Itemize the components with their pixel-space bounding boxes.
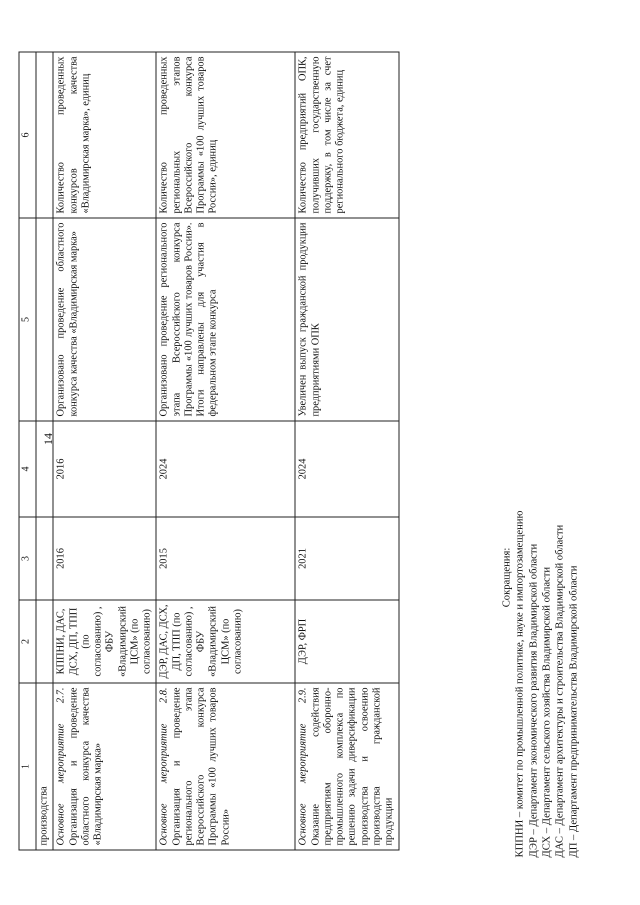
measure-name-cell — [156, 683, 295, 850]
measures-table — [18, 51, 399, 850]
abbreviation-item: ДАС – Департамент архитектуры и строительства Владимирской области — [554, 524, 566, 857]
measure-number: Основное мероприятие 2.7. — [55, 687, 67, 845]
indicator-cell: Количество проведенных региональных этапов Всероссийского конкурса Программы «100 лучших товаров России», единиц — [156, 52, 295, 218]
measure-text: Оказание содействия предприятиям оборонно-промышленного комплекса по решению задачи диверсификации производства и освоению производства гражданской продукции — [309, 687, 395, 845]
start-year-cell: 2021 — [295, 517, 398, 600]
executor-cell: ДЭР, ФРП — [295, 600, 398, 683]
measure-name-cell — [53, 683, 156, 850]
measure-text: Организация и проведение областного конкурса качества «Владимирская марка» — [67, 687, 104, 845]
executor-cell — [36, 600, 53, 683]
page-number: 14 — [41, 433, 55, 445]
column-header: 2 — [19, 600, 36, 683]
abbreviation-item: ДЭР – Департамент экономического развития Владимирской области — [527, 543, 539, 857]
abbreviation-item: ДП – Департамент предпринимательства Владимирской области — [567, 565, 579, 857]
indicator-cell: Количество предприятий ОПК, получивших государственную поддержку, в том числе за счет регионального бюджета, единиц — [295, 52, 398, 218]
table-row — [295, 52, 398, 850]
result-cell: Организовано проведение регионального этапа Всероссийского конкурса Программы «100 лучших товаров России». Итоги направлены для участия в федеральном этапе конкурса — [156, 218, 295, 421]
end-year-cell: 2024 — [295, 421, 398, 517]
indicator-cell — [36, 52, 53, 218]
start-year-cell — [36, 517, 53, 600]
executor-cell: КППНИ, ДАС, ДСХ, ДП, ТПП (по согласованию) , ФБУ «Владимирский ЦСМ» (по согласованию) — [53, 600, 156, 683]
table-row — [36, 52, 53, 850]
executor-cell: ДЭР, ДАС, ДСХ, ДП, ТПП (по согласованию) , ФБУ «Владимирский ЦСМ» (по согласованию) — [156, 600, 295, 683]
start-year-cell: 2015 — [156, 517, 295, 600]
abbreviations-block — [500, 297, 580, 857]
end-year-cell — [36, 421, 53, 517]
abbreviation-item: ДСХ – Департамент сельского хозяйства Владимирской области — [541, 566, 553, 857]
measure-text: Организация и проведение регионального этапа Всероссийского конкурса Программы «100 лучших товаров России» — [170, 687, 231, 845]
measure-text: производства — [38, 785, 49, 845]
column-header: 5 — [19, 218, 36, 421]
column-header: 3 — [19, 517, 36, 600]
end-year-cell: 2016 — [53, 421, 156, 517]
table-header-row — [19, 52, 36, 850]
indicator-cell: Количество проведенных конкурсов качества «Владимирская марка», единиц — [53, 52, 156, 218]
column-header: 1 — [19, 683, 36, 850]
column-header: 6 — [19, 52, 36, 218]
abbreviations-title: Сокращения: — [501, 547, 512, 607]
measure-name-cell — [295, 683, 398, 850]
table-row — [156, 52, 295, 850]
result-cell: Организовано проведение областного конкурса качества «Владимирская марка» — [53, 218, 156, 421]
measure-number: Основное мероприятие 2.9. — [297, 687, 309, 845]
measure-name-cell — [36, 683, 53, 850]
table-row — [53, 52, 156, 850]
start-year-cell: 2016 — [53, 517, 156, 600]
result-cell: Увеличен выпуск гражданской продукции предприятиями ОПК — [295, 218, 398, 421]
column-header: 4 — [19, 421, 36, 517]
measure-number: Основное мероприятие 2.8. — [158, 687, 170, 845]
end-year-cell: 2024 — [156, 421, 295, 517]
result-cell — [36, 218, 53, 421]
abbreviation-item: КППНИ – комитет по промышленной политике, науке и импортозамещению — [514, 510, 526, 857]
